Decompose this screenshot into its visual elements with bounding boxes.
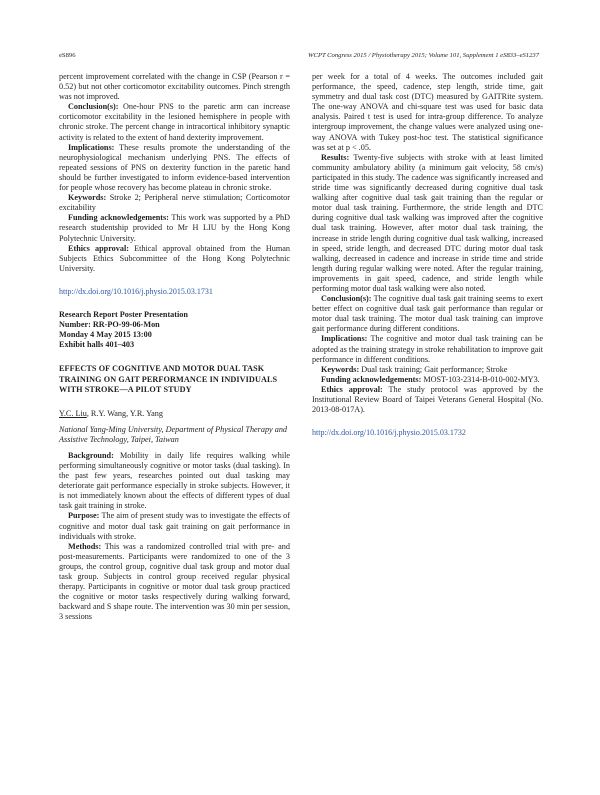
keywords-paragraph-2 — [312, 365, 543, 375]
methods-continuation: per week for a total of 4 weeks. The outcomes included gait performance, the speed, cadence, step length, stride time, gait symmetry and dual task cost (DTC) measured by GAITRite system. The one-way ANOVA and chi-square test was used for basic data analysis. Paired t test is used for intra-group difference. To analyze intergroup improvement, the change values were analyzed using one-way ANOVA with Tukey post-hoc test. The statistical significance was set at p < .05. — [312, 72, 543, 152]
purpose-text: The aim of present study was to investigate the effects of cognitive and motor dual task gait training on gait performance in individuals with stroke. — [59, 511, 290, 541]
keywords-text-2: Dual task training; Gait performance; Stroke — [359, 364, 508, 374]
background-label: Background: — [68, 450, 114, 460]
ethics-paragraph — [59, 244, 290, 274]
implications-label-2: Implications: — [321, 334, 368, 344]
funding-label: Funding acknowledgements: — [68, 213, 169, 223]
implications-text-2: The cognitive and motor dual task training can be adopted as the training strategy in stroke rehabilitation to improve gait performance in different conditions. — [312, 334, 543, 364]
conclusion-label: Conclusion(s): — [68, 102, 119, 112]
results-text: Twenty-five subjects with stroke with at least limited community ambulatory ability (a minimum gait velocity, 58 cm/s) participated in this study. The cadence was significantly increased and stride time was significantly decreased during cognitive dual task walking after cognitive dual task gait training than the regular or motor dual task training. Furthermore, the stride length and DTC during cognitive dual task walking was improved after the cognitive dual task training. However, after motor dual task training, the increase in stride length during cognitive dual task walking, increased in speed, stride length, and decreased DTC during motor dual task walking, decreased in cadence and increase in stride time and stride length during regular walking were noted. After the regular training, improvements in gait speed, cadence, and stride length while performing motor dual task walking were also noted. — [312, 152, 543, 293]
doi-link-1732[interactable]: http://dx.doi.org/10.1016/j.physio.2015.03.1732 — [312, 428, 466, 438]
funding-paragraph-2 — [312, 375, 543, 385]
conclusion-text: One-hour PNS to the paretic arm can increase corticomotor excitability in the lesioned hemisphere in people with chronic stroke. The percent change in intracortical inhibitory synaptic activity is related to the extent of hand dexterity improvement. — [59, 102, 290, 142]
meta-date: Monday 4 May 2015 13:00 — [59, 330, 152, 340]
funding-paragraph — [59, 213, 290, 243]
meta-type: Research Report Poster Presentation — [59, 309, 188, 319]
implications-paragraph — [59, 143, 290, 193]
implications-text: These results promote the understanding of the neurophysiological mechanism underlying PNS. The effects of repeated sessions of PNS on dexterity function in the paretic hand should be further investigated to inform evidence-based intervention for people whose recovery has become plateau in chronic stroke. — [59, 142, 290, 193]
keywords-text: Stroke 2; Peripheral nerve stimulation; Corticomotor excitability — [59, 193, 290, 213]
keywords-label: Keywords: — [68, 193, 107, 203]
authors — [59, 409, 290, 419]
presenting-author: Y.C. Liu — [59, 408, 87, 418]
right-column — [312, 72, 543, 451]
results-continuation: percent improvement correlated with the change in CSP (Pearson r = 0.52) but not other corticomotor excitability outcomes. Pinch strength was not improved. — [59, 72, 290, 102]
co-authors: , R.Y. Wang, Y.R. Yang — [86, 408, 163, 418]
results-label: Results: — [321, 152, 350, 162]
implications-label: Implications: — [68, 142, 115, 152]
conclusion-paragraph — [59, 102, 290, 142]
running-header — [59, 52, 539, 62]
conclusion-text-2: The cognitive dual task gait training seems to exert better effect on cognitive dual task gait performance than regular or motor dual task training. The motor dual task training can improve gait performance during different conditions. — [312, 294, 543, 334]
presentation-meta — [59, 310, 290, 350]
left-column — [59, 72, 290, 622]
purpose-paragraph — [59, 511, 290, 541]
conclusion-label-2: Conclusion(s): — [321, 294, 372, 304]
keywords-paragraph — [59, 193, 290, 213]
background-text: Mobility in daily life requires walking while performing simultaneously cognitive or motor tasks (dual tasking). In the past few years, researches pointed out dual tasking may deteriorate gait performance especially in stroke subjects. However, it is not immediately known about the effects of different types of dual task gait training in stroke. — [59, 450, 290, 511]
meta-hall: Exhibit halls 401–403 — [59, 340, 135, 350]
methods-label: Methods: — [68, 541, 102, 551]
affiliation: National Yang-Ming University, Department of Physical Therapy and Assistive Technology, Taipei, Taiwan — [59, 424, 288, 444]
methods-paragraph — [59, 542, 290, 623]
ethics-paragraph-2 — [312, 385, 543, 415]
purpose-label: Purpose: — [68, 511, 100, 521]
implications-paragraph-2 — [312, 334, 543, 364]
page-id: eS896 — [59, 52, 76, 59]
ethics-text-2: The study protocol was approved by the Institutional Review Board of Taipei Veterans General Hospital (No. 2013-08-017A). — [312, 384, 544, 415]
funding-label-2: Funding acknowledgements: — [321, 374, 422, 384]
meta-number: Number: RR-PO-99-06-Mon — [59, 320, 160, 330]
methods-text: This was a randomized controlled trial with pre- and post-measurements. Participants were randomized to one of the 3 groups, the control group, cognitive dual task group and motor dual task group. Subjects in control group received regular physical therapy. Participants in cognitive or motor dual task group practiced the cognitive or motor tasks respectively during walking forward, backward and S shape route. The intervention was 30 min per session, 3 sessions — [59, 541, 290, 622]
conclusion-paragraph-2 — [312, 294, 543, 334]
results-paragraph — [312, 153, 543, 294]
background-paragraph — [59, 451, 290, 512]
ethics-label: Ethics approval: — [68, 243, 129, 253]
ethics-text: Ethical approval obtained from the Human Subjects Ethics Subcommittee of the Hong Kong Polytechnic University. — [59, 243, 290, 273]
keywords-label-2: Keywords: — [321, 364, 360, 374]
abstract-title: EFFECTS OF COGNITIVE AND MOTOR DUAL TASK TRAINING ON GAIT PERFORMANCE IN INDIVIDUALS WITH STROKE—A PILOT STUDY — [59, 364, 278, 395]
journal-citation: WCPT Congress 2015 / Physiotherapy 2015; Volume 101, Supplement 1 eS833–eS1237 — [308, 52, 539, 59]
ethics-label-2: Ethics approval: — [321, 384, 383, 394]
funding-text: This work was supported by a PhD research studentship provided to Mr H LIU by the Hong Kong Polytechnic University. — [59, 213, 291, 243]
funding-text-2: MOST-103-2314-B-010-002-MY3. — [421, 374, 540, 384]
doi-link-1731[interactable]: http://dx.doi.org/10.1016/j.physio.2015.03.1731 — [59, 286, 213, 296]
